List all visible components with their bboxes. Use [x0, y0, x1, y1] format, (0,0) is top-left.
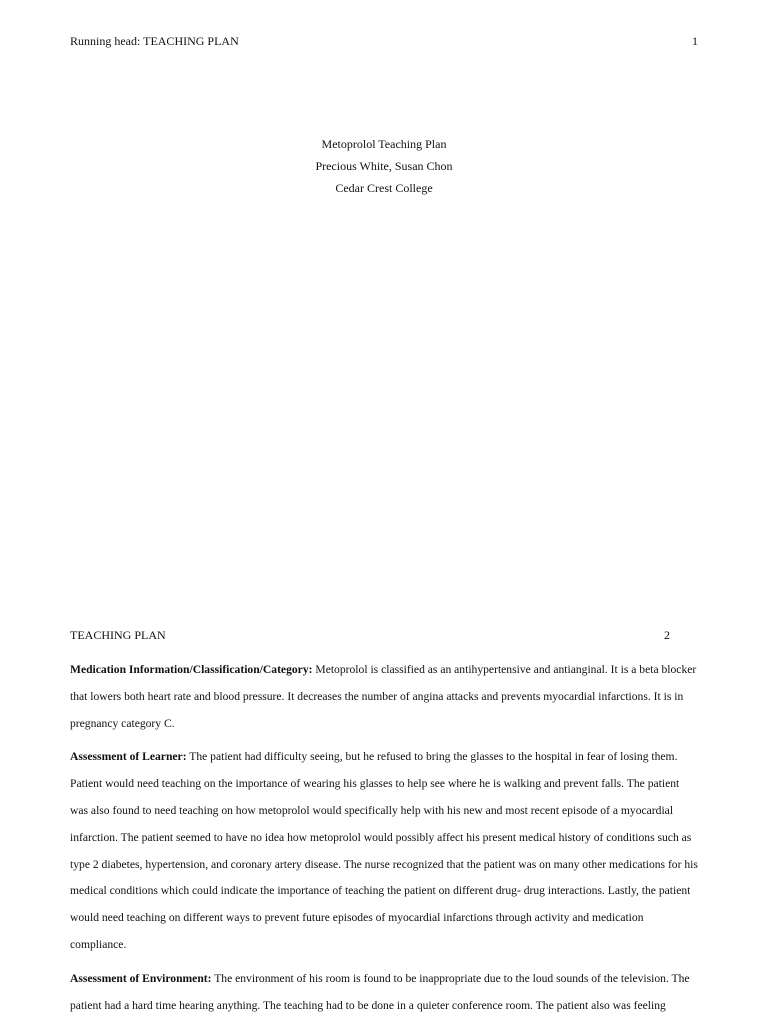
- document-page-2: [0, 600, 768, 1024]
- page-number: 1: [692, 34, 698, 48]
- page-header: [70, 628, 698, 642]
- paragraph-assessment-of-learner: [70, 744, 698, 958]
- paper-institution: Cedar Crest College: [335, 181, 433, 195]
- body-text: [70, 657, 698, 1026]
- paper-authors: Precious White, Susan Chon: [315, 159, 453, 173]
- title-block: [0, 133, 768, 199]
- section-text: Metoprolol is classified as an antihypertensive and antianginal. It is a beta blocker that lowers both heart rate and blood pressure. It decreases the number of angina attacks and prevents myocardial infarctions. It is in pregnancy category C.: [70, 663, 697, 730]
- paragraph-medication-information: [70, 657, 698, 737]
- running-head: Running head: TEACHING PLAN: [70, 34, 239, 48]
- running-head: TEACHING PLAN: [70, 628, 166, 642]
- section-heading: Assessment of Learner:: [70, 750, 187, 764]
- section-text: The environment of his room is found to be inappropriate due to the loud sounds of the television. The patient had a hard time hearing anything. The teaching had to be done in a quieter conference room. The patient also was feeling: [70, 971, 690, 1012]
- page-header: [70, 34, 698, 48]
- paragraph-assessment-of-environment: [70, 966, 698, 1020]
- section-text: The patient had difficulty seeing, but he refused to bring the glasses to the hospital in fear of losing them. Patient would need teaching on the importance of wearing his glasses to help see where he is walking and prevent falls. The patient was also found to need teaching on how metoprolol would specifically help with his new and most recent episode of a myocardial infarction. The patient seemed to have no idea how metoprolol would possibly affect his present medical history of conditions such as type 2 diabetes, hypertension, and coronary artery disease. The nurse recognized that the patient was on many other medications for his medical conditions which could indicate the importance of teaching the patient on different drug- drug interactions. Lastly, the patient would need teaching on different ways to prevent future episodes of myocardial infarctions through activity and medication compliance.: [70, 750, 698, 951]
- section-heading: Assessment of Environment:: [70, 971, 212, 985]
- section-heading: Medication Information/Classification/Category:: [70, 663, 313, 676]
- page-number: 2: [664, 628, 670, 642]
- paper-title: Metoprolol Teaching Plan: [321, 137, 447, 151]
